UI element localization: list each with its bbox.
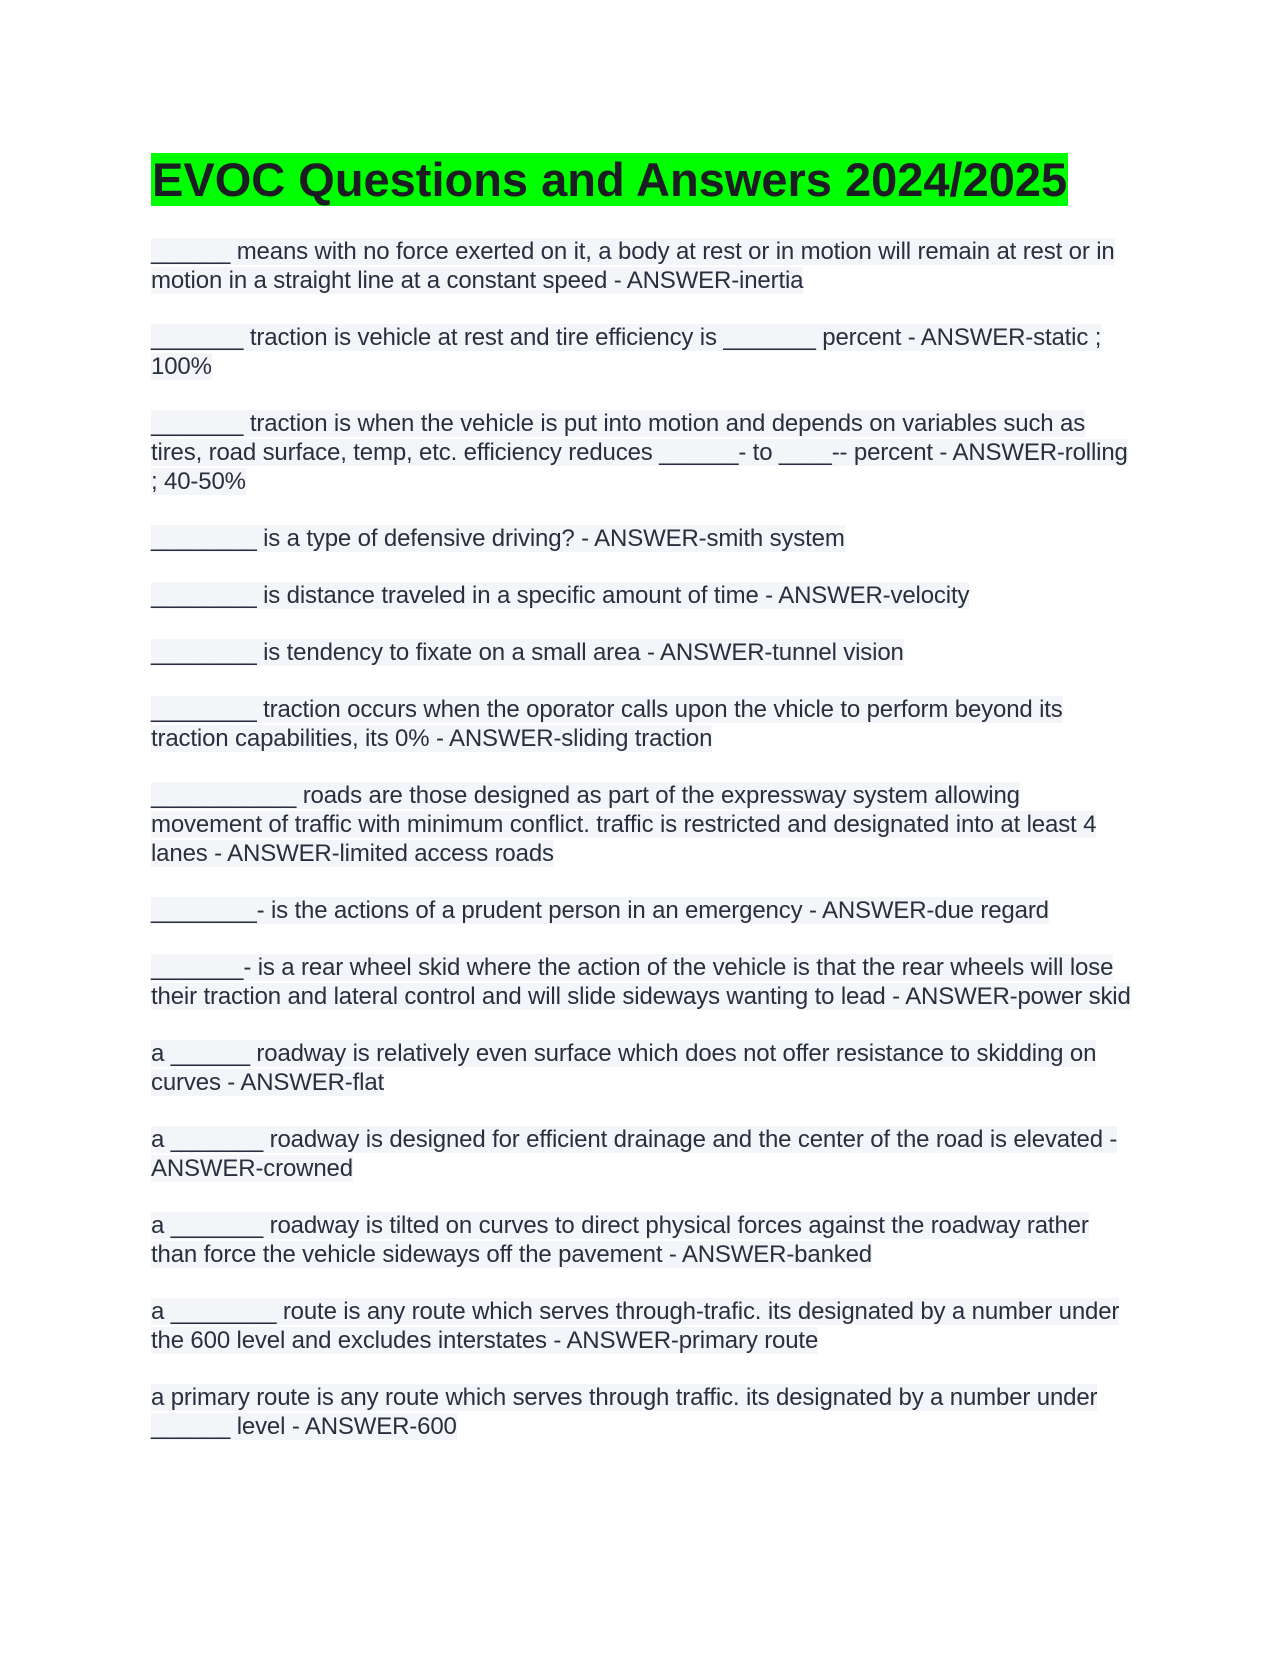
- qa-item: [151, 896, 1131, 925]
- qa-text: a ______ roadway is relatively even surface which does not offer resistance to skidding on curves - ANSWER-flat: [151, 1040, 1097, 1096]
- qa-text: ________ traction occurs when the oporator calls upon the vhicle to perform beyond its traction capabilities, its 0% - ANSWER-sliding traction: [151, 696, 1063, 752]
- qa-text: _______ traction is vehicle at rest and tire efficiency is _______ percent - ANSWER-static ; 100%: [151, 324, 1102, 380]
- qa-text: ________ is tendency to fixate on a small area - ANSWER-tunnel vision: [151, 639, 904, 666]
- qa-text: ________- is the actions of a prudent person in an emergency - ANSWER-due regard: [151, 897, 1049, 924]
- qa-item: [151, 237, 1131, 295]
- qa-text: a _______ roadway is tilted on curves to direct physical forces against the roadway rather than force the vehicle sideways off the pavement - ANSWER-banked: [151, 1212, 1089, 1268]
- qa-text: a ________ route is any route which serves through-trafic. its designated by a number under the 600 level and excludes interstates - ANSWER-primary route: [151, 1298, 1120, 1354]
- qa-text: ________ is distance traveled in a specific amount of time - ANSWER-velocity: [151, 582, 970, 609]
- qa-item: [151, 1039, 1131, 1097]
- qa-text: _______- is a rear wheel skid where the action of the vehicle is that the rear wheels will lose their traction and lateral control and will slide sideways wanting to lead - ANSWER-power skid: [151, 954, 1131, 1010]
- title-highlight: EVOC Questions and Answers 2024/2025: [152, 153, 1068, 206]
- qa-item: [151, 1297, 1131, 1355]
- qa-text: _______ traction is when the vehicle is put into motion and depends on variables such as tires, road surface, temp, etc. efficiency reduces ______- to ____-- percent - ANSWER-rolling ; 40-50%: [151, 410, 1128, 495]
- qa-item: [151, 1383, 1131, 1441]
- qa-text: a _______ roadway is designed for efficient drainage and the center of the road is elevated - ANSWER-crowned: [151, 1126, 1118, 1182]
- qa-item: [151, 1211, 1131, 1269]
- qa-text: ______ means with no force exerted on it, a body at rest or in motion will remain at rest or in motion in a straight line at a constant speed - ANSWER-inertia: [151, 238, 1115, 294]
- qa-item: [151, 1125, 1131, 1183]
- document-page: [151, 151, 1131, 1469]
- qa-item: [151, 953, 1131, 1011]
- qa-item: [151, 781, 1131, 868]
- qa-list: [151, 237, 1131, 1441]
- qa-item: [151, 409, 1131, 496]
- qa-text: ___________ roads are those designed as part of the expressway system allowing movement of traffic with minimum conflict. traffic is restricted and designated into at least 4 lanes - ANSWER-limited access roads: [151, 782, 1097, 867]
- qa-item: [151, 323, 1131, 381]
- qa-item: [151, 695, 1131, 753]
- qa-item: [151, 581, 1131, 610]
- qa-text: ________ is a type of defensive driving? - ANSWER-smith system: [151, 525, 845, 552]
- qa-text: a primary route is any route which serves through traffic. its designated by a number under ______ level - ANSWER-600: [151, 1384, 1098, 1440]
- qa-item: [151, 638, 1131, 667]
- document-title: [151, 151, 1068, 209]
- qa-item: [151, 524, 1131, 553]
